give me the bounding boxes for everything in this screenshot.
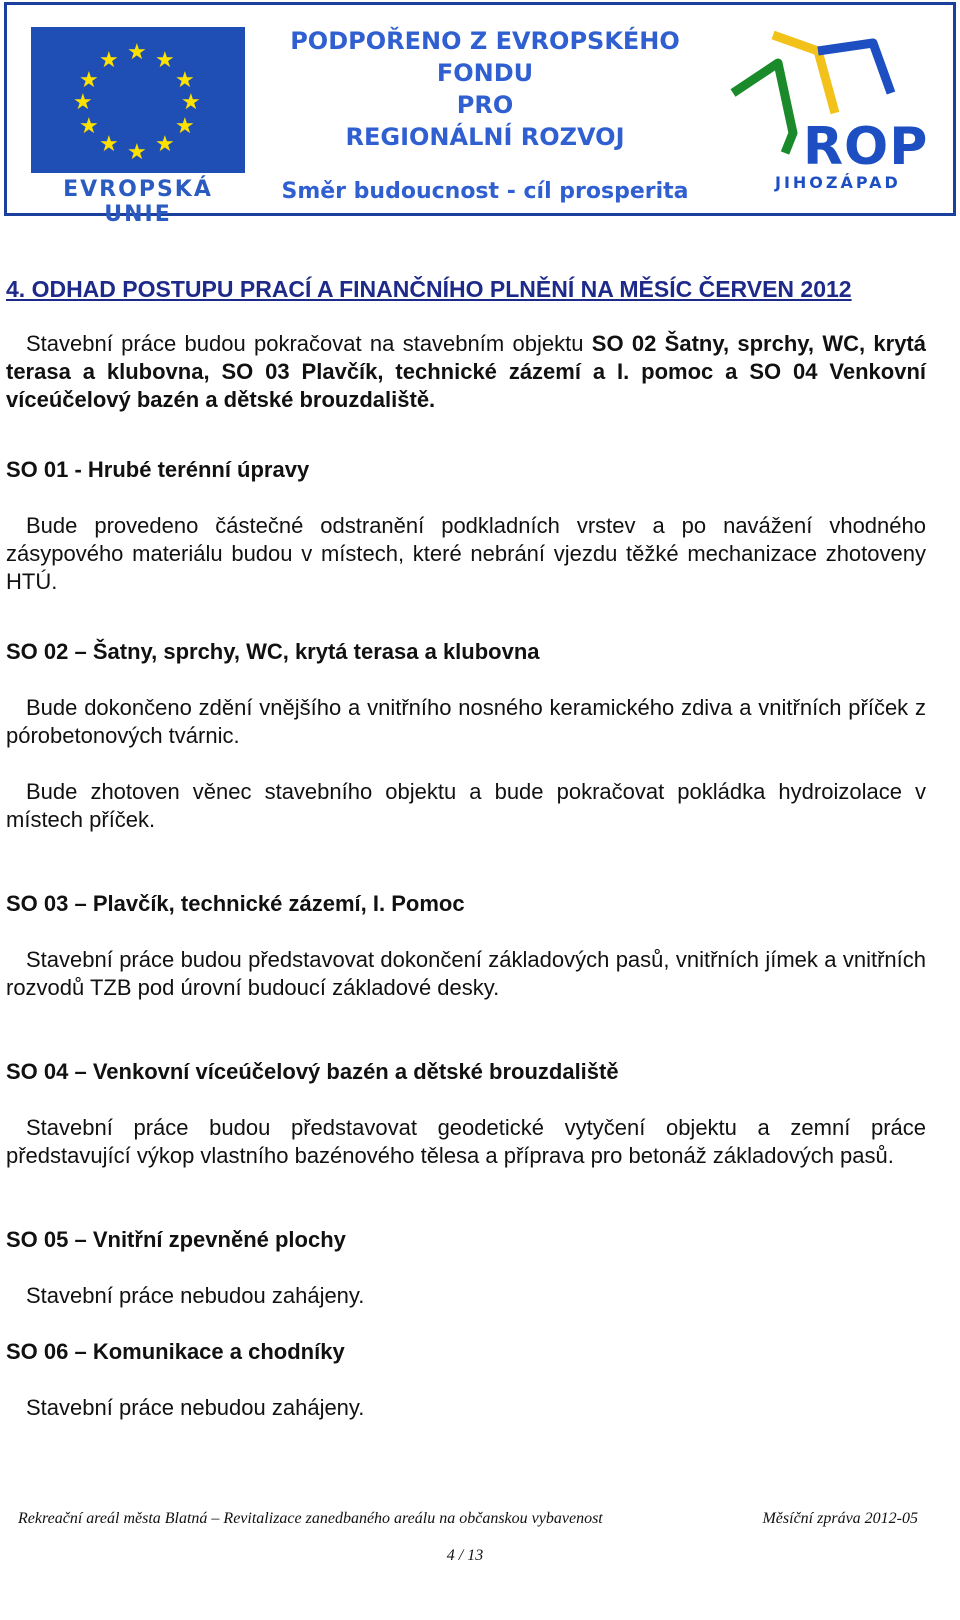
section-heading: 4. ODHAD POSTUPU PRACÍ A FINANČNÍHO PLNĚNÍ NA MĚSÍC ČERVEN 2012: [6, 276, 852, 302]
section-paragraph: Bude dokončeno zdění vnějšího a vnitřního nosného keramického zdiva a vnitřních příček z pórobetonových tvárnic.: [6, 695, 926, 748]
report-body: [6, 270, 926, 1422]
page-number: 4 / 13: [446, 1547, 484, 1564]
page-footer: [18, 1510, 918, 1528]
section-title-so06: SO 06 – Komunikace a chodníky: [6, 1339, 345, 1364]
intro-paragraph: [6, 330, 926, 414]
headline-line-3: REGIONÁLNÍ ROZVOJ: [345, 123, 625, 151]
footer-project-title: Rekreační areál města Blatná – Revitalizace zanedbaného areálu na občanskou vybavenost: [18, 1510, 603, 1527]
section-title-so02: SO 02 – Šatny, sprchy, WC, krytá terasa a klubovna: [6, 639, 540, 664]
headline-line-1: PODPOŘENO Z EVROPSKÉHO FONDU: [290, 27, 680, 87]
eu-label: EVROPSKÁ UNIE: [63, 177, 213, 227]
section-title-so04: SO 04 – Venkovní víceúčelový bazén a dětské brouzdaliště: [6, 1059, 619, 1084]
headline-line-2: PRO: [456, 91, 514, 119]
section-paragraph: Stavební práce nebudou zahájeny.: [26, 1395, 365, 1420]
section-title-so01: SO 01 - Hrubé terénní úpravy: [6, 457, 310, 482]
intro-bold-text: SO 02 Šatny, sprchy, WC, krytá terasa a klubovna, SO 03 Plavčík, technické zázemí a I. pomoc a SO 04 Venkovní víceúčelový bazén a dětské brouzdaliště.: [6, 331, 926, 412]
eu-logo: [31, 27, 245, 227]
banner-motto: Směr budoucnost - cíl prosperita: [281, 179, 689, 204]
section-title-so03: SO 03 – Plavčík, technické zázemí, I. Pomoc: [6, 891, 465, 916]
intro-text: Stavební práce budou pokračovat na stavebním objektu: [26, 331, 592, 356]
rop-logo: [723, 23, 951, 213]
rop-wordmark: ROP: [803, 117, 929, 177]
section-title-so05: SO 05 – Vnitřní zpevněné plochy: [6, 1227, 346, 1252]
section-paragraph: Bude provedeno částečné odstranění podkladních vrstev a po navážení vhodného zásypového materiálu budou v místech, které nebrání vjezdu těžké mechanizace zhotoveny HTÚ.: [6, 513, 926, 594]
footer-report-id: Měsíční zpráva 2012-05: [762, 1510, 918, 1527]
rop-region: JIHOZÁPAD: [775, 173, 901, 192]
banner-headline: [255, 25, 715, 204]
section-paragraph: Stavební práce budou představovat dokončení základových pasů, vnitřních jímek a vnitřních rozvodů TZB pod úrovní budoucí základové desky.: [6, 947, 926, 1000]
section-paragraph: Stavební práce nebudou zahájeny.: [26, 1283, 365, 1308]
section-paragraph: Bude zhotoven věnec stavebního objektu a bude pokračovat pokládka hydroizolace v místech příček.: [6, 779, 926, 832]
section-paragraph: Stavební práce budou představovat geodetické vytyčení objektu a zemní práce představující výkop vlastního bazénového tělesa a příprava pro betonáž základových pasů.: [6, 1115, 926, 1168]
eu-flag-icon: ★ ★ ★ ★ ★ ★ ★ ★ ★ ★ ★ ★: [31, 27, 245, 173]
funding-banner: [4, 2, 956, 227]
